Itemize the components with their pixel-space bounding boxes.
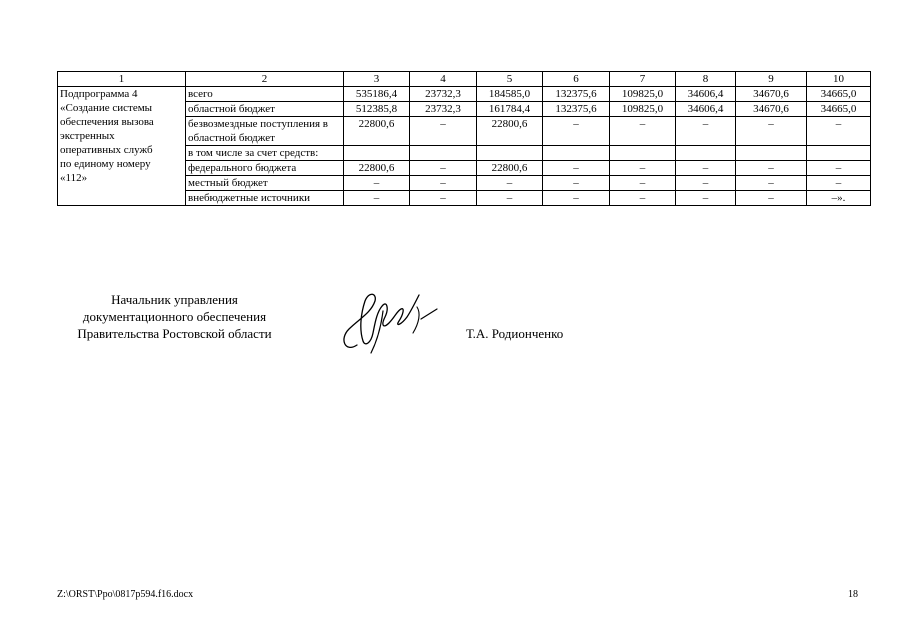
value-cell: – [344,176,410,191]
value-cell: – [807,161,871,176]
value-cell: – [736,176,807,191]
row-label: федерального бюджета [186,161,344,176]
value-cell: 22800,6 [477,161,543,176]
value-cell: 23732,3 [410,87,477,102]
subprogram-line: «Создание системы [60,102,153,114]
row-label: безвозмездные поступления в областной бюджет [186,117,344,146]
value-cell: 34606,4 [676,102,736,117]
value-cell: – [736,191,807,206]
value-cell: – [410,161,477,176]
value-cell: – [410,191,477,206]
value-cell: – [807,176,871,191]
handwritten-signature [335,283,440,363]
column-number: 8 [676,72,736,87]
value-cell [543,146,610,161]
value-cell: – [410,117,477,146]
signatory-title-line: Начальник управления [111,292,238,307]
value-cell: 109825,0 [610,102,676,117]
value-cell: 132375,6 [543,102,610,117]
value-cell: – [676,176,736,191]
value-cell: 512385,8 [344,102,410,117]
value-cell: – [344,191,410,206]
value-cell: 184585,0 [477,87,543,102]
signatory-title [57,291,292,342]
value-cell: – [736,161,807,176]
column-number: 7 [610,72,676,87]
row-label: областной бюджет [186,102,344,117]
subprogram-line: по единому номеру [60,158,151,170]
value-cell: – [610,191,676,206]
signatory-title-line: документационного обеспечения [82,309,267,324]
subprogram-line: оперативных служб [60,144,153,156]
column-number: 3 [344,72,410,87]
row-label: местный бюджет [186,176,344,191]
value-cell: 109825,0 [610,87,676,102]
value-cell [344,146,410,161]
value-cell: – [477,191,543,206]
value-cell: 34670,6 [736,102,807,117]
value-cell: 22800,6 [344,161,410,176]
table-row [58,87,871,102]
subprogram-line: экстренных [60,130,115,142]
value-cell: – [543,161,610,176]
subprogram-cell [58,87,186,206]
value-cell: 23732,3 [410,102,477,117]
value-cell [736,146,807,161]
page-number: 18 [848,589,858,600]
value-cell: – [676,191,736,206]
column-number: 9 [736,72,807,87]
column-number: 1 [58,72,186,87]
value-cell: – [477,176,543,191]
value-cell [610,146,676,161]
value-cell [477,146,543,161]
column-number: 10 [807,72,871,87]
signatory-title-line: Правительства Ростовской области [77,326,272,341]
value-cell: – [736,117,807,146]
row-label: внебюджетные источники [186,191,344,206]
subprogram-line: «112» [60,172,88,184]
value-cell: – [807,117,871,146]
value-cell: 34665,0 [807,87,871,102]
value-cell: 22800,6 [477,117,543,146]
subprogram-line: обеспечения вызова [60,116,154,128]
value-cell: 161784,4 [477,102,543,117]
column-number: 2 [186,72,344,87]
column-number: 5 [477,72,543,87]
value-cell [410,146,477,161]
row-label: в том числе за счет средств: [186,146,344,161]
value-cell: 34670,6 [736,87,807,102]
column-number: 6 [543,72,610,87]
value-cell: 34665,0 [807,102,871,117]
row-label: всего [186,87,344,102]
value-cell [676,146,736,161]
subprogram-line: Подпрограмма 4 [60,88,138,100]
value-cell: – [676,117,736,146]
value-cell: 34606,4 [676,87,736,102]
value-cell [807,146,871,161]
budget-table [57,71,871,206]
value-cell: – [676,161,736,176]
value-cell: – [543,191,610,206]
value-cell: – [410,176,477,191]
value-cell: 132375,6 [543,87,610,102]
value-cell: 22800,6 [344,117,410,146]
value-cell: – [610,117,676,146]
value-cell: – [610,176,676,191]
value-cell: – [543,176,610,191]
value-cell: – [610,161,676,176]
signatory-name: Т.А. Родионченко [466,326,564,341]
column-number-row [58,72,871,87]
document-file-path: Z:\ORST\Ppo\0817p594.f16.docx [57,589,194,600]
value-cell: – [543,117,610,146]
value-cell: 535186,4 [344,87,410,102]
column-number: 4 [410,72,477,87]
value-cell: –». [807,191,871,206]
